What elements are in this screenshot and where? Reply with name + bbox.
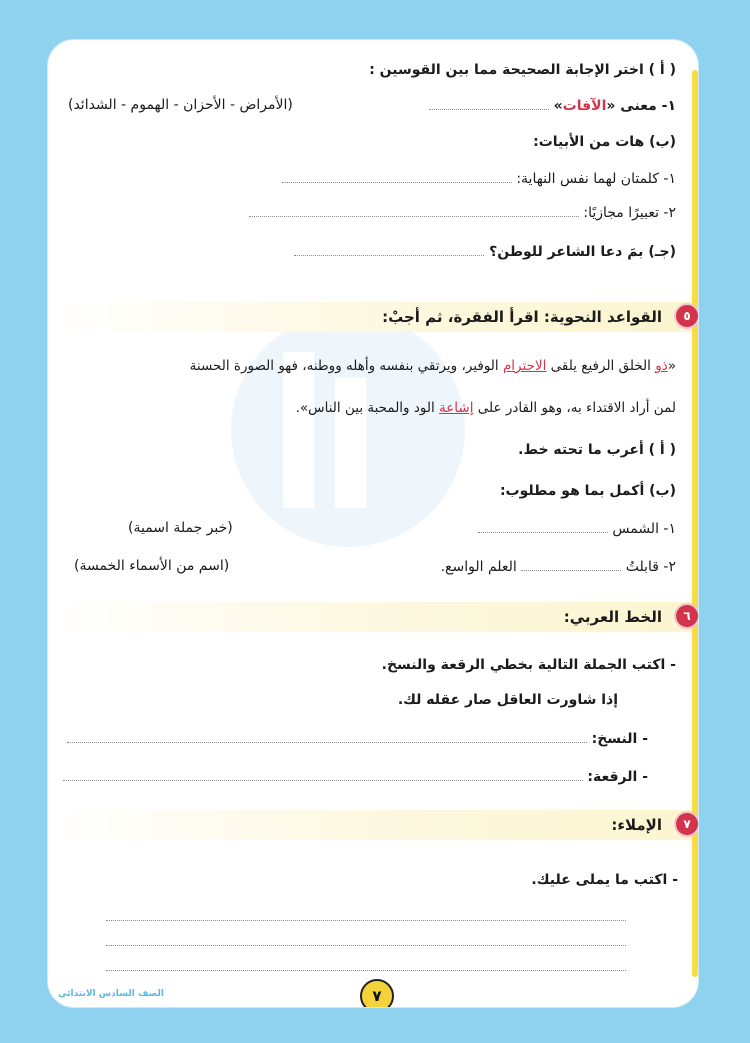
- dictation-line[interactable]: [106, 945, 626, 946]
- passage-line-1: «ذو الخلق الرفيع يلقى الاحترام الوفير، ويرتقي بنفسه وأهله ووطنه، فهو الصورة الحسنة: [189, 358, 676, 374]
- dictation-line[interactable]: [106, 920, 626, 921]
- passage-line-2: لمن أراد الاقتداء به، وهو القادر على إشاعة الود والمحبة بين الناس».: [295, 400, 676, 416]
- q5-b1-hint: (خبر جملة اسمية): [128, 520, 233, 536]
- grade-label: الصف السادس الابتدائي: [58, 989, 164, 999]
- q-b-title: (ب) هات من الأبيات:: [533, 134, 676, 150]
- q5-a: ( أ ) أعرب ما تحته خط.: [518, 442, 676, 458]
- answer-line[interactable]: [249, 204, 579, 217]
- q-b2: ٢- تعبيرًا مجازيًا:: [249, 204, 676, 221]
- q-a-title: ( أ ) اختر الإجابة الصحيحة مما بين القوسين :: [369, 62, 676, 78]
- q5-b1: ١- الشمس: [478, 520, 676, 537]
- q5-b: (ب) أكمل بما هو مطلوب:: [499, 483, 676, 499]
- answer-line[interactable]: [429, 97, 549, 110]
- q6-instruction: - اكتب الجملة التالية بخطي الرقعة والنسخ.: [381, 657, 676, 673]
- answer-line[interactable]: [478, 520, 608, 533]
- section5-number: ٥: [674, 303, 698, 329]
- q7-instruction: - اكتب ما يملى عليك.: [531, 872, 678, 888]
- ruqaa-answer-line[interactable]: [63, 768, 583, 781]
- answer-line[interactable]: [282, 170, 512, 183]
- q-b1: ١- كلمتان لهما نفس النهاية:: [282, 170, 676, 187]
- section7-number: ٧: [674, 811, 698, 837]
- q6-ruqaa: - الرقعة:: [63, 768, 648, 785]
- q-c: (جـ) بمَ دعا الشاعر للوطن؟: [294, 243, 676, 260]
- q5-b2: ٢- قابلتُ العلم الواسع.: [440, 559, 676, 575]
- worksheet-page: [48, 40, 698, 1007]
- q6-naskh: - النسخ:: [67, 730, 648, 747]
- section7-title: الإملاء:: [611, 816, 662, 834]
- section5-title: القواعد النحوية: اقرأ الفقرة، ثم أجبْ:: [382, 308, 662, 326]
- answer-line[interactable]: [294, 243, 484, 256]
- section6-number: ٦: [674, 603, 698, 629]
- dictation-line[interactable]: [106, 970, 626, 971]
- page-number: ٧: [360, 979, 394, 1007]
- q5-b2-hint: (اسم من الأسماء الخمسة): [74, 558, 230, 574]
- q-a1-options: (الأمراض - الأحزان - الهموم - الشدائد): [68, 97, 293, 113]
- q-a1: ١- معنى «الآفات»: [429, 97, 676, 114]
- q6-sentence: إذا شاورت العاقل صار عقله لك.: [397, 692, 618, 708]
- page-edge-strip: [692, 70, 698, 977]
- naskh-answer-line[interactable]: [67, 730, 587, 743]
- section6-title: الخط العربي:: [563, 608, 662, 626]
- answer-line[interactable]: [521, 558, 621, 571]
- watermark-logo: [218, 300, 478, 560]
- section7-band: [48, 810, 692, 840]
